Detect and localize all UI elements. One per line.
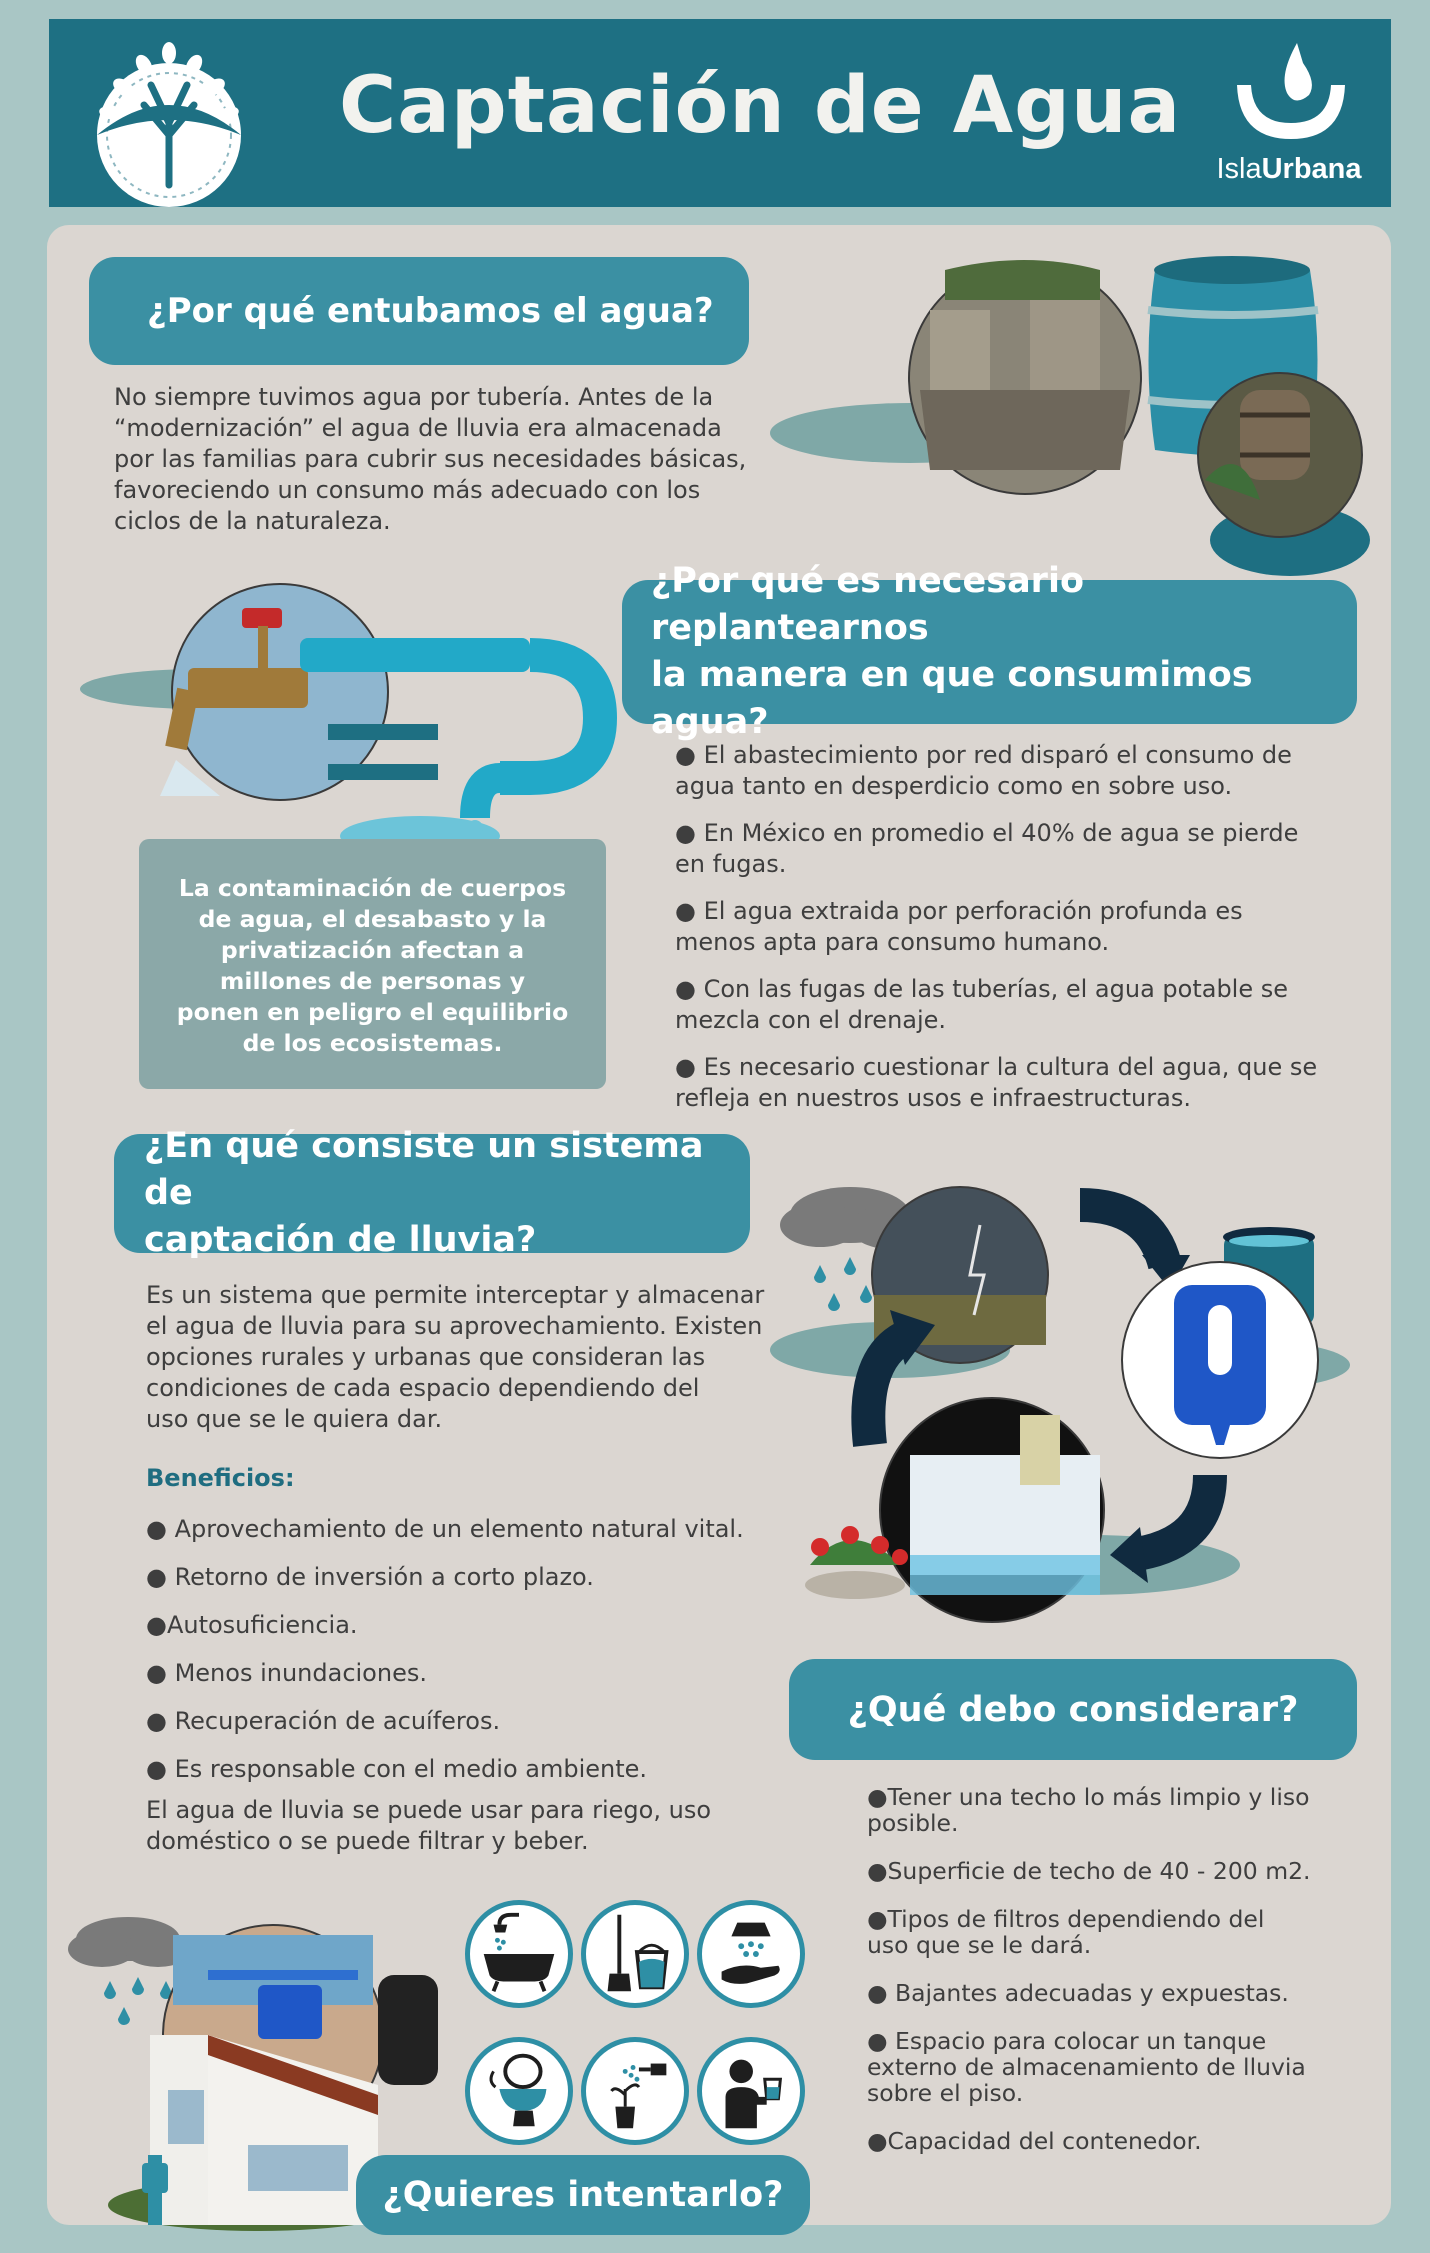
list-item: ● Menos inundaciones.: [146, 1659, 427, 1687]
callout-line: de agua, el desabasto y la: [198, 905, 547, 933]
historic-cistern-illustration: [770, 240, 1370, 580]
isla-urbana-logo: [1199, 35, 1379, 205]
try-it-button[interactable]: [356, 2155, 810, 2235]
section3-line: opciones rurales y urbanas que consideran las: [146, 1343, 706, 1371]
section3-heading: [114, 1126, 750, 1260]
consideration-line: posible.: [867, 1809, 959, 1837]
section1-line: ciclos de la naturaleza.: [114, 507, 391, 535]
brand-name-light: Isla: [1216, 153, 1262, 185]
try-it-label: ¿Quieres intentarlo?: [382, 2175, 784, 2215]
bullet-line: refleja en nuestros usos e infraestructuras.: [675, 1084, 1191, 1112]
section3-heading-line2: captación de lluvia?: [144, 1220, 537, 1260]
bullet-line: menos apta para consumo humano.: [675, 928, 1110, 956]
rain-harvest-cycle-illustration: [770, 1175, 1370, 1635]
consideration-line: uso que se le dará.: [867, 1931, 1092, 1959]
brand-name: [1199, 153, 1379, 186]
list-item: ● Aprovechamiento de un elemento natural vital.: [146, 1515, 744, 1543]
section2-heading: [622, 561, 1357, 742]
callout-line: privatización afectan a: [220, 936, 525, 964]
consideration-line: ●Tener una techo lo más limpio y liso: [867, 1783, 1310, 1811]
closing-line: doméstico o se puede filtrar y beber.: [146, 1827, 589, 1855]
header-banner: [49, 19, 1391, 207]
section2-heading-line2: la manera en que consumimos agua?: [651, 655, 1253, 742]
section1-paragraph: [114, 382, 764, 537]
tree-logo-icon: [89, 35, 249, 195]
benefits-label: Beneficios:: [146, 1464, 295, 1492]
watering-plant-icon: [581, 2037, 689, 2145]
bullet-line: ● Con las fugas de las tuberías, el agua potable se: [675, 975, 1289, 1003]
bullet-line: mezcla con el drenaje.: [675, 1006, 947, 1034]
section3-line: el agua de lluvia para su aprovechamiento. Existen: [146, 1312, 763, 1340]
consideration-line: ●Capacidad del contenedor.: [867, 2127, 1202, 2155]
benefits-list: [146, 1514, 786, 1802]
section1-heading: [89, 257, 749, 365]
mop-bucket-icon: [581, 1900, 689, 2008]
list-item: [675, 740, 1375, 802]
consideration-line: ● Bajantes adecuadas y expuestas.: [867, 1979, 1289, 2007]
consideration-line: ● Espacio para colocar un tanque: [867, 2027, 1267, 2055]
list-item: ●Autosuficiencia.: [146, 1611, 358, 1639]
section3-closing: [146, 1795, 786, 1857]
bullet-line: ● Es necesario cuestionar la cultura del agua, que se: [675, 1053, 1318, 1081]
shower-bath-icon: [465, 1900, 573, 2008]
callout-line: La contaminación de cuerpos: [178, 874, 567, 902]
list-item: [675, 1052, 1375, 1114]
list-item: ● Recuperación de acuíferos.: [146, 1707, 501, 1735]
section1-line: No siempre tuvimos agua por tubería. Antes de la: [114, 383, 714, 411]
section2-bullet-list: [675, 740, 1375, 1130]
bullet-line: en fugas.: [675, 850, 787, 878]
list-item: [867, 1906, 1367, 1958]
hand-washing-icon: [697, 1900, 805, 2008]
section3-heading-line1: ¿En qué consiste un sistema de: [144, 1126, 704, 1213]
section3-paragraph: [146, 1280, 786, 1435]
list-item: [867, 2128, 1367, 2154]
considerations-list: [867, 1784, 1367, 2176]
section3-line: uso que se le quiera dar.: [146, 1405, 443, 1433]
toilet-icon: [465, 2037, 573, 2145]
person-drinking-icon: [697, 2037, 805, 2145]
brand-name-bold: Urbana: [1261, 153, 1362, 185]
bullet-line: ● El agua extraida por perforación profunda es: [675, 897, 1243, 925]
section1-line: favoreciendo un consumo más adecuado con los: [114, 476, 701, 504]
list-item: [675, 896, 1375, 958]
list-item: ● Es responsable con el medio ambiente.: [146, 1755, 648, 1783]
section4-heading: [789, 1659, 1357, 1760]
section3-line: condiciones de cada espacio dependiendo del: [146, 1374, 700, 1402]
consideration-line: ●Tipos de filtros dependiendo del: [867, 1905, 1265, 1933]
page-title: Captación de Agua: [339, 61, 1182, 151]
bullet-line: ● En México en promedio el 40% de agua se pierde: [675, 819, 1299, 847]
list-item: [675, 974, 1375, 1036]
list-item: [867, 2028, 1367, 2106]
contamination-callout: [139, 839, 606, 1089]
callout-line: de los ecosistemas.: [242, 1029, 503, 1057]
list-item: [675, 818, 1375, 880]
closing-line: El agua de lluvia se puede usar para riego, uso: [146, 1796, 712, 1824]
list-item: [867, 1858, 1367, 1884]
callout-line: ponen en peligro el equilibrio: [176, 998, 569, 1026]
section3-line: Es un sistema que permite interceptar y almacenar: [146, 1281, 765, 1309]
consideration-line: externo de almacenamiento de lluvia: [867, 2053, 1306, 2081]
bullet-line: agua tanto en desperdicio como en sobre uso.: [675, 772, 1233, 800]
faucet-pipe-illustration: [80, 578, 640, 858]
consideration-line: ●Superficie de techo de 40 - 200 m2.: [867, 1857, 1311, 1885]
callout-line: millones de personas y: [219, 967, 526, 995]
list-item: [867, 1980, 1367, 2006]
list-item: [867, 1784, 1367, 1836]
section2-heading-line1: ¿Por qué es necesario replantearnos: [651, 561, 1084, 648]
section1-line: por las familias para cubrir sus necesidades básicas,: [114, 445, 747, 473]
water-drop-logo-icon: [1199, 35, 1379, 155]
section1-heading-text: ¿Por qué entubamos el agua?: [147, 291, 714, 331]
section1-line: “modernización” el agua de lluvia era almacenada: [114, 414, 722, 442]
list-item: ● Retorno de inversión a corto plazo.: [146, 1563, 594, 1591]
bullet-line: ● El abastecimiento por red disparó el consumo de: [675, 741, 1292, 769]
consideration-line: sobre el piso.: [867, 2079, 1024, 2107]
section4-heading-text: ¿Qué debo considerar?: [847, 1689, 1299, 1730]
